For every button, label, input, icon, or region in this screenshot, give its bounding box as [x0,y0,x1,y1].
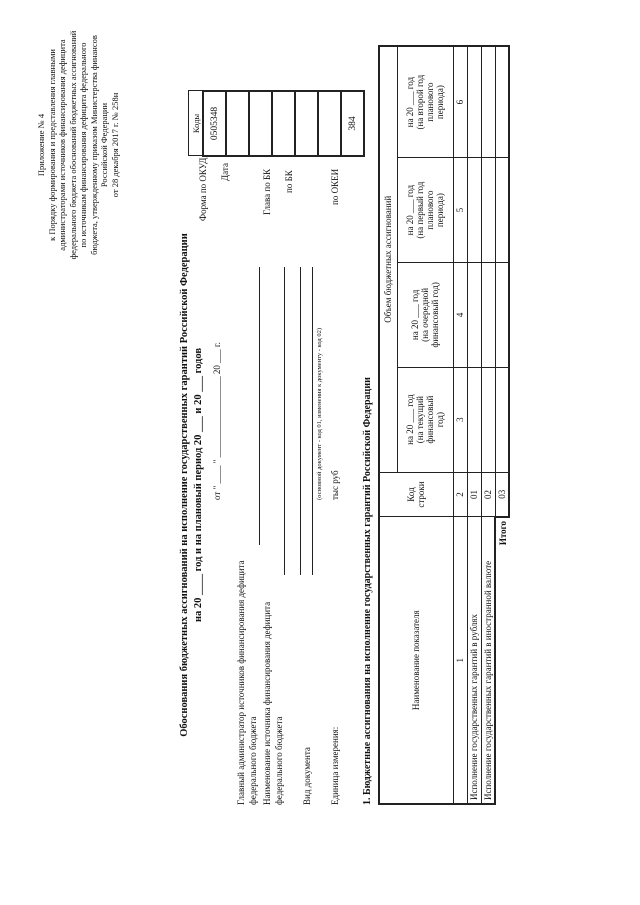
header-col-3-line: финансовый [425,395,435,444]
header-col-3 [397,367,453,472]
header-col-5-line: на 20 ___ год [405,184,415,236]
admin-label-2: федерального бюджета [248,716,258,805]
unit-value: тыс руб [330,470,340,500]
admin-label-1: Главный администратор источников финансирования дефицита [236,560,246,805]
col-number: 2 [453,472,467,517]
col-number: 3 [453,367,467,472]
okud-value: 0505348 [203,91,226,156]
date-code-cell [226,91,249,156]
codes-header: Коды [189,91,204,156]
header-col-5-line: периода) [435,193,445,228]
value-cell [481,367,495,472]
header-col-4-line: (на очередной [420,287,430,342]
value-cell [481,158,495,263]
header-code: Код строки [379,472,453,517]
value-cell [467,46,481,158]
admin-code-cell [249,91,272,156]
title-line-2: на 20 ____ год и на плановый период 20 ___ и 20 ___ годов [193,347,204,623]
appendix-line: к Порядку формирования и представления главными [46,49,57,241]
header-col-5 [397,158,453,263]
header-col-4 [397,263,453,368]
header-col-5-line: планового [425,190,435,230]
admin-underline [259,267,260,545]
okei-value: 384 [341,91,364,156]
header-col-3-line: на 20 ___ год [405,394,415,445]
unit-label: Единица измерения: [330,726,340,805]
title-line-1: Обоснования бюджетных ассигнований на исполнение государственных гарантий Российской Федерации [179,233,190,737]
header-col-3-line: (на текущий [415,396,425,444]
doc-type-label: Вид документа [302,747,312,805]
doc-type-code-cell [318,91,341,156]
okei-label: по ОКЕИ [330,168,340,205]
appendix-line: Российской Федерации [99,102,109,188]
total-cell [495,46,509,158]
row-code: 02 [481,472,495,517]
value-cell [481,46,495,158]
appendix-line: от 28 декабря 2017 г. № 258н [109,92,120,198]
header-col-5-line: (на первый год [415,181,425,239]
total-cell [495,263,509,368]
appendix-line: Приложение № 4 [36,113,46,177]
header-col-3-line: год) [435,412,445,428]
total-label: Итого [497,520,508,546]
table-row [481,46,495,804]
appendix-line: по источникам финансирования дефицита федерального [78,42,88,248]
codes-table [188,90,365,157]
bk-code-cell [295,91,318,156]
date-line: от " ____ " __________________ 20 ___ г. [212,342,222,500]
source-underline-2 [300,267,301,575]
bk-label: по БК [284,170,294,193]
row-name: Исполнение государственных гарантий в рублях [467,517,481,804]
total-cell [495,367,509,472]
document-title [178,185,206,785]
source-underline [284,267,285,575]
section-1-title: 1. Бюджетные ассигнования на исполнение государственных гарантий Российской Федерации [362,377,373,805]
value-cell [467,367,481,472]
header-col-4-line: финансовый год) [430,282,440,348]
appendix-line: федерального бюджета обоснований бюджетных ассигнований [67,30,78,260]
total-code: 03 [495,472,509,517]
col-number: 4 [453,263,467,368]
doc-type-underline [312,267,313,575]
header-col-4-line: на 20 ___ год [410,289,420,341]
doc-type-hint: (основной документ - код 01, изменения к документу - код 02) [316,327,323,500]
header-col-6-line: (на второй год [415,74,425,130]
glava-bk-label: Глава по БК [262,168,272,215]
date-code-label: Дата [220,163,230,181]
header-col-6-line: планового [425,82,435,122]
col-number: 6 [453,46,467,158]
value-cell [481,263,495,368]
appendix-line: бюджета, утвержденному приказом Министерства финансов [88,35,99,255]
total-cell [495,158,509,263]
glava-code-cell [272,91,295,156]
row-code: 01 [467,472,481,517]
appendix-line: администраторами источников финансирования дефицита [57,39,67,251]
header-col-6-line: на 20 ___ год [405,76,415,128]
guarantees-table [378,45,510,805]
header-col-6 [397,46,453,158]
source-label-1: Наименование источника финансирования дефицита [262,601,272,805]
header-volume: Объем бюджетных ассигнований [379,46,397,472]
col-number: 1 [453,517,467,804]
source-label-2: федерального бюджета [274,716,284,805]
total-row [495,46,509,804]
col-number: 5 [453,158,467,263]
row-name: Исполнение государственных гарантий в иностранной валюте [481,517,495,804]
value-cell [467,158,481,263]
table-row [467,46,481,804]
okud-label: Форма по ОКУД [198,157,208,221]
appendix-note [36,25,120,265]
value-cell [467,263,481,368]
header-name: Наименование показателя [379,517,453,804]
header-col-6-line: периода) [435,85,445,120]
